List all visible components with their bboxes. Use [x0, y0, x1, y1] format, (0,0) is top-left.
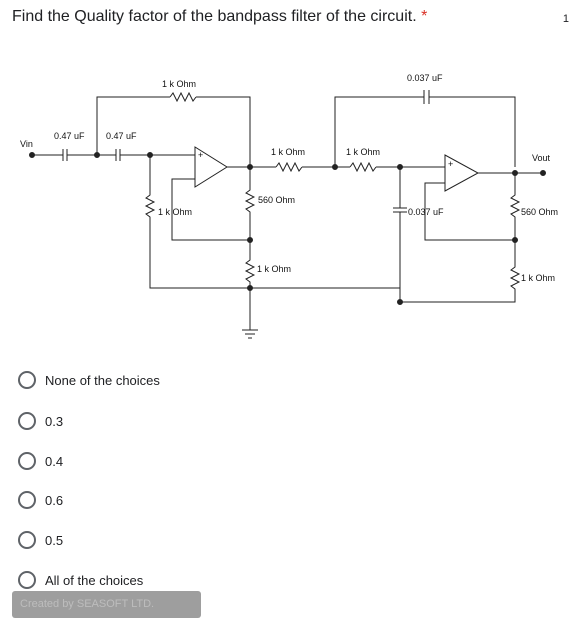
- option-label: 0.6: [45, 492, 64, 508]
- node-vin: [30, 153, 35, 158]
- radio-circle[interactable]: [18, 571, 36, 589]
- label-r-560-1: 560 Ohm: [258, 195, 296, 205]
- label-vout: Vout: [532, 153, 551, 163]
- watermark: Created by SEASOFT LTD.: [12, 591, 201, 618]
- option-label: 0.3: [45, 413, 64, 429]
- wire-cfb-right: [429, 97, 515, 167]
- node-ground-bus: [248, 286, 253, 291]
- label-c1: 0.47 uF: [54, 131, 85, 141]
- option-label: All of the choices: [45, 572, 144, 588]
- label-r-series1: 1 k Ohm: [271, 147, 306, 157]
- circuit-diagram: [0, 55, 571, 345]
- radio-circle[interactable]: [18, 452, 36, 470]
- label-r-gnd1: 1 k Ohm: [158, 207, 193, 217]
- radio-circle[interactable]: [18, 531, 36, 549]
- option-0-5[interactable]: [18, 531, 63, 549]
- required-mark: *: [421, 8, 428, 25]
- label-c-gnd: 0.037 uF: [408, 207, 444, 217]
- resistor-gnd3: [400, 240, 519, 302]
- radio-circle[interactable]: [18, 371, 36, 389]
- radio-circle[interactable]: [18, 412, 36, 430]
- label-r-fb1: 1 k Ohm: [162, 79, 197, 89]
- label-opamp2-plus: +: [448, 159, 454, 169]
- points-label: 1: [562, 13, 569, 25]
- label-opamp1-plus: +: [198, 150, 204, 160]
- resistor-series2: [350, 163, 376, 171]
- label-r-560-2: 560 Ohm: [521, 207, 559, 217]
- resistor-560-2: [511, 173, 519, 240]
- option-none[interactable]: [18, 371, 160, 389]
- question-title: [12, 8, 427, 26]
- resistor-fb1: [170, 93, 196, 101]
- wire-fb1-right: [196, 97, 250, 167]
- option-label: 0.5: [45, 532, 64, 548]
- radio-circle[interactable]: [18, 491, 36, 509]
- option-label: None of the choices: [45, 372, 160, 388]
- label-c-fb: 0.037 uF: [407, 73, 443, 83]
- label-vin: Vin: [20, 139, 33, 149]
- option-label: 0.4: [45, 453, 64, 469]
- label-r-gnd2: 1 k Ohm: [257, 264, 292, 274]
- option-0-6[interactable]: [18, 491, 63, 509]
- option-0-4[interactable]: [18, 452, 63, 470]
- option-0-3[interactable]: [18, 412, 63, 430]
- resistor-series1: [276, 163, 302, 171]
- wire-fb1-left: [97, 97, 170, 155]
- label-r-series2: 1 k Ohm: [346, 147, 381, 157]
- node-vout: [541, 171, 546, 176]
- label-c2: 0.47 uF: [106, 131, 137, 141]
- resistor-560-1: [246, 167, 254, 240]
- label-r-gnd3: 1 k Ohm: [521, 273, 556, 283]
- question-text: Find the Quality factor of the bandpass filter of the circuit.: [12, 8, 417, 25]
- option-all[interactable]: [18, 571, 143, 589]
